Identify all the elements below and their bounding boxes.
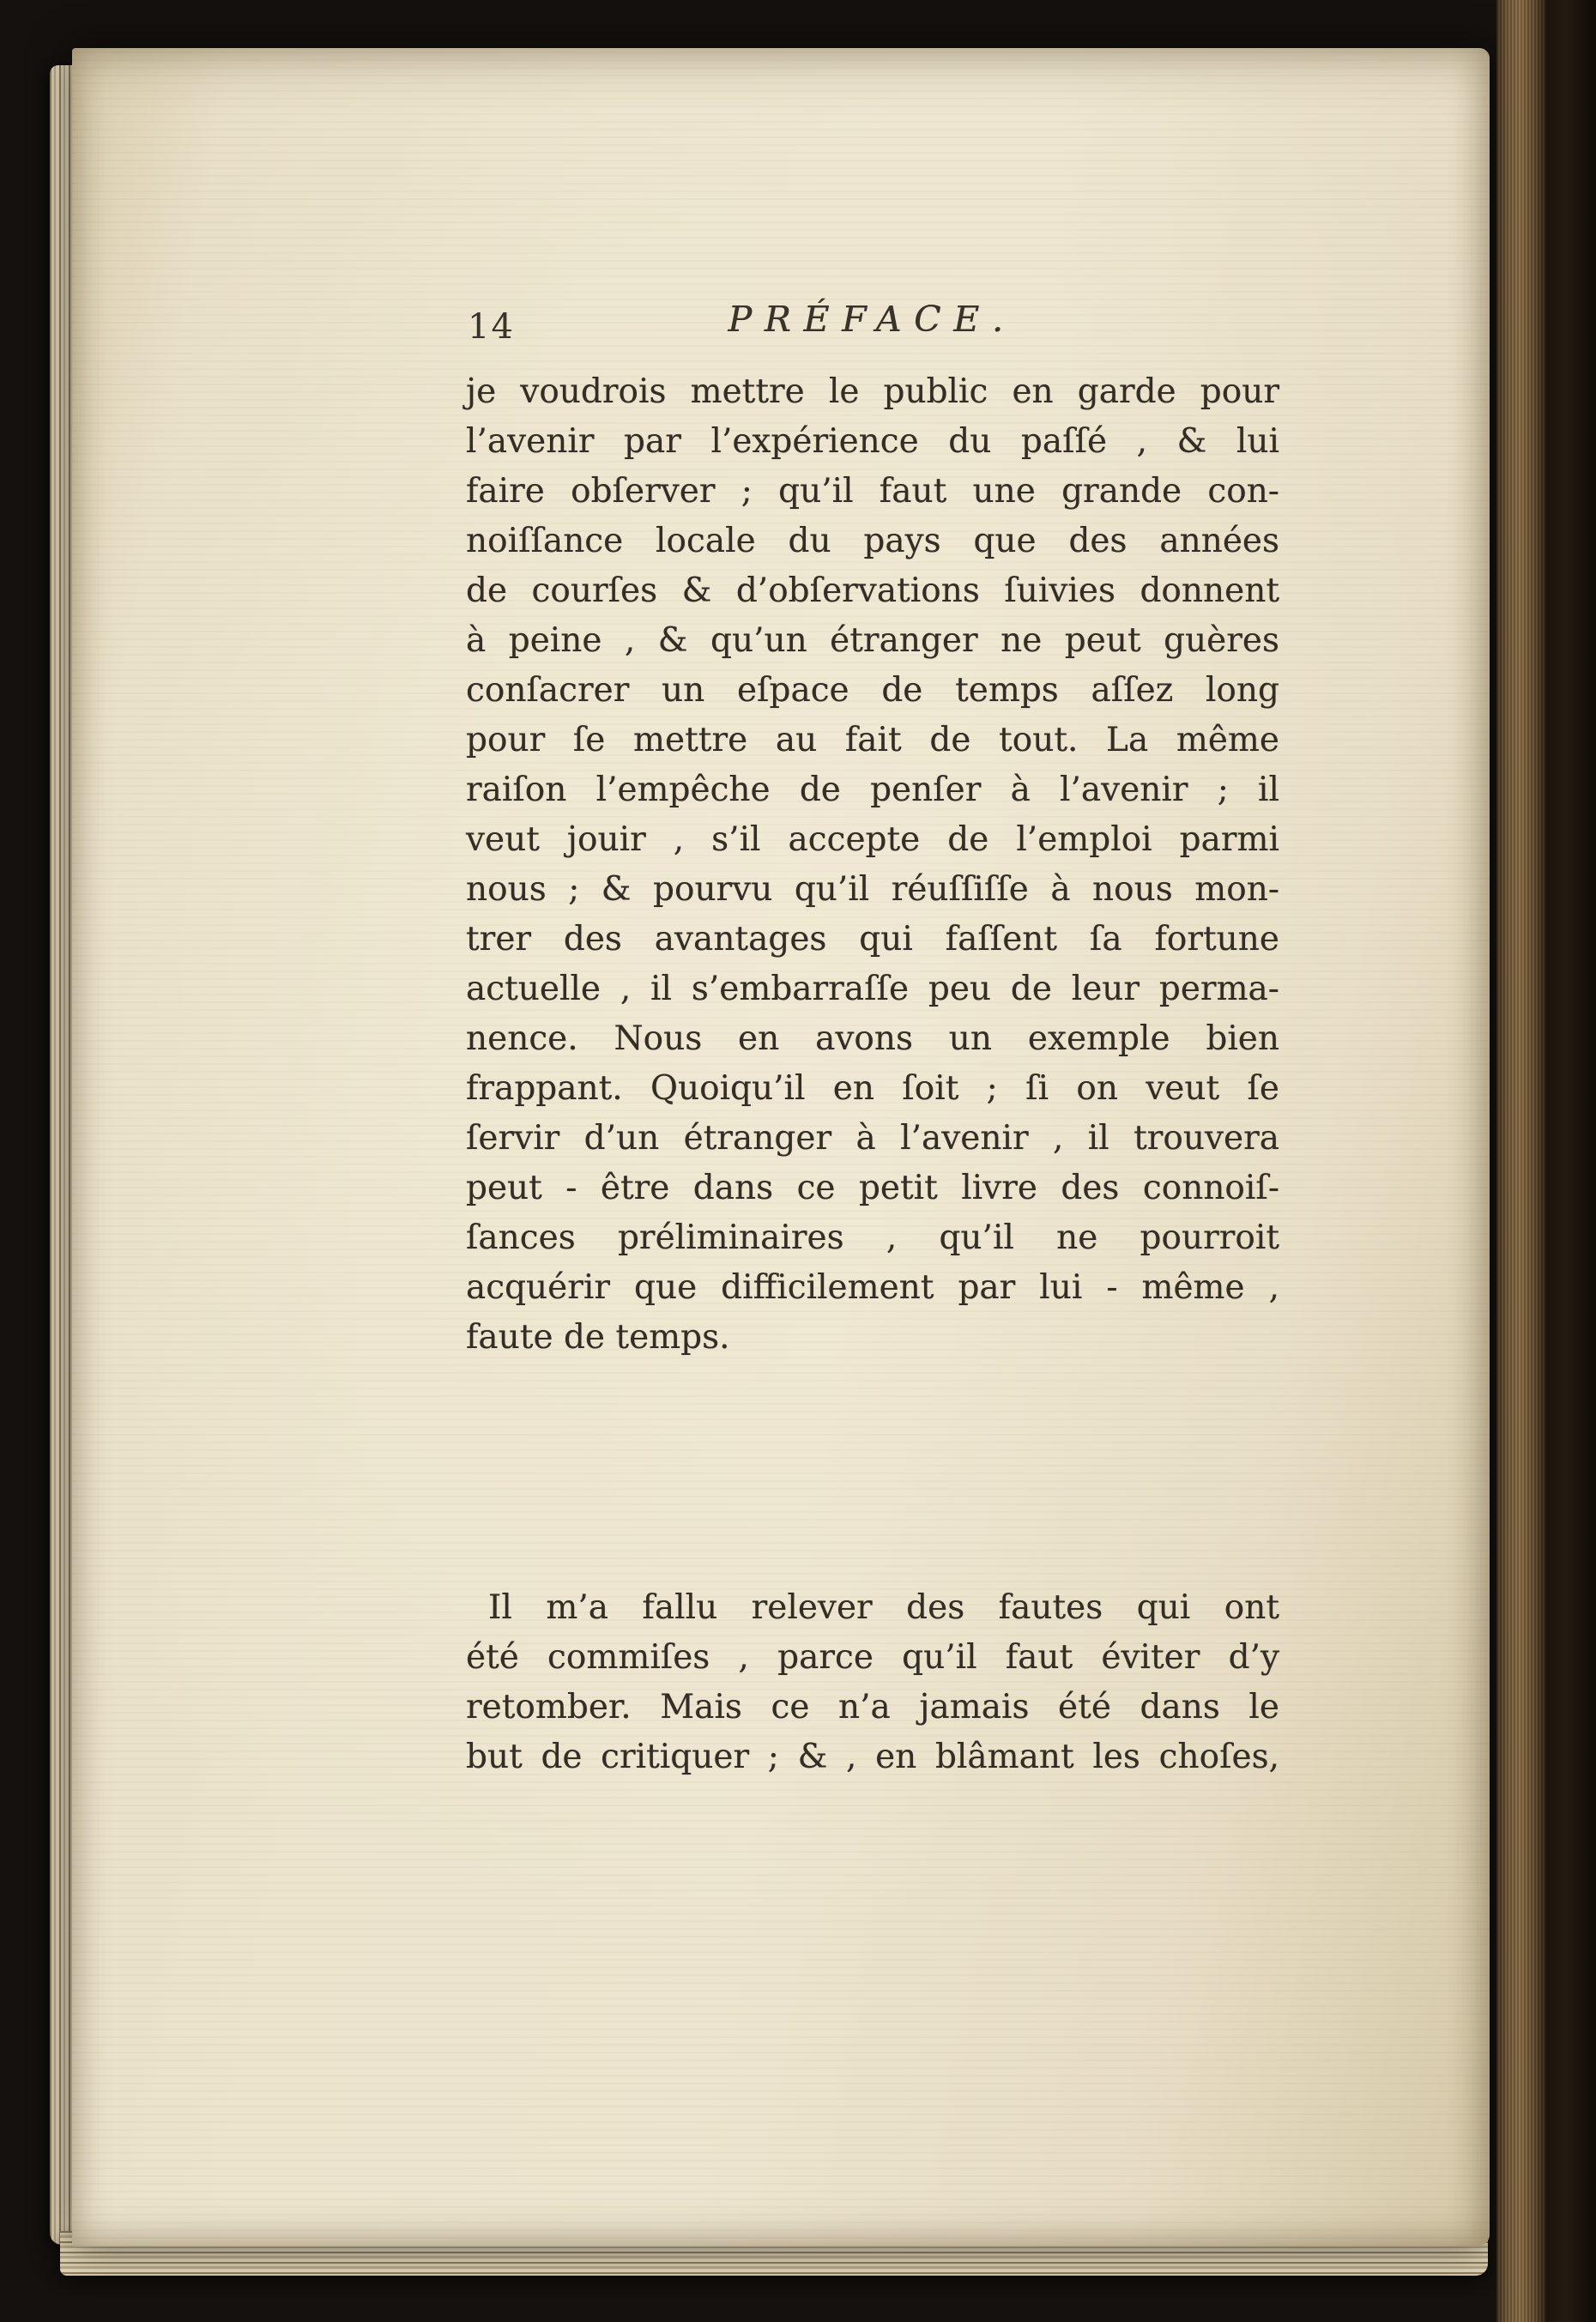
text-line: but de critiquer ; & , en blâmant les choſes, — [466, 1738, 1279, 1776]
text-line: frappant. Quoiqu’il en ſoit ; ſi on veut ſe — [466, 1069, 1279, 1108]
text-line: acquérir que difficilement par lui - même , — [466, 1268, 1279, 1307]
preface-paragraph-2 — [466, 1583, 1279, 1782]
text-line: nous ; & pourvu qu’il réuſſiſſe à nous mon- — [466, 870, 1279, 909]
text-line: ſervir d’un étranger à l’avenir , il trouvera — [466, 1119, 1279, 1158]
text-line: retomber. Mais ce n’a jamais été dans le — [466, 1688, 1279, 1726]
book-page — [72, 48, 1490, 2246]
book-fore-edge — [1496, 0, 1546, 2322]
text-line: faire obſerver ; qu’il faut une grande con- — [466, 472, 1279, 511]
text-line: Il m’a fallu relever des fautes qui ont — [488, 1588, 1279, 1627]
text-line: faute de temps. — [466, 1318, 730, 1357]
text-line: trer des avantages qui faſſent ſa fortune — [466, 920, 1279, 958]
text-line: actuelle , il s’embarraſſe peu de leur perma- — [466, 970, 1279, 1008]
book-cover-edge — [1546, 0, 1596, 2322]
text-line: ſances préliminaires , qu’il ne pourroit — [466, 1218, 1279, 1257]
text-line: nence. Nous en avons un exemple bien — [466, 1019, 1279, 1058]
text-line: peut - être dans ce petit livre des connoiſ- — [466, 1169, 1279, 1207]
text-line: raiſon l’empêche de penſer à l’avenir ; il — [466, 771, 1279, 809]
text-line: veut jouir , s’il accepte de l’emploi parmi — [466, 820, 1279, 859]
text-line: noiſſance locale du pays que des années — [466, 522, 1279, 560]
page-header — [466, 295, 1278, 347]
preface-paragraph-1 — [466, 367, 1279, 1363]
text-line: l’avenir par l’expérience du paſſé , & lui — [466, 422, 1279, 461]
text-line: je voudrois mettre le public en garde pour — [466, 372, 1279, 411]
text-line: conſacrer un eſpace de temps aſſez long — [466, 671, 1279, 710]
page-number: 14 — [468, 307, 515, 347]
page-title: PRÉFACE. — [728, 299, 1016, 340]
text-line: pour ſe mettre au fait de tout. La même — [466, 721, 1279, 759]
text-line: été commiſes , parce qu’il faut éviter d’y — [466, 1638, 1279, 1677]
text-line: à peine , & qu’un étranger ne peut guères — [466, 621, 1279, 660]
text-line: de courſes & d’obſervations ſuivies donnent — [466, 571, 1279, 610]
